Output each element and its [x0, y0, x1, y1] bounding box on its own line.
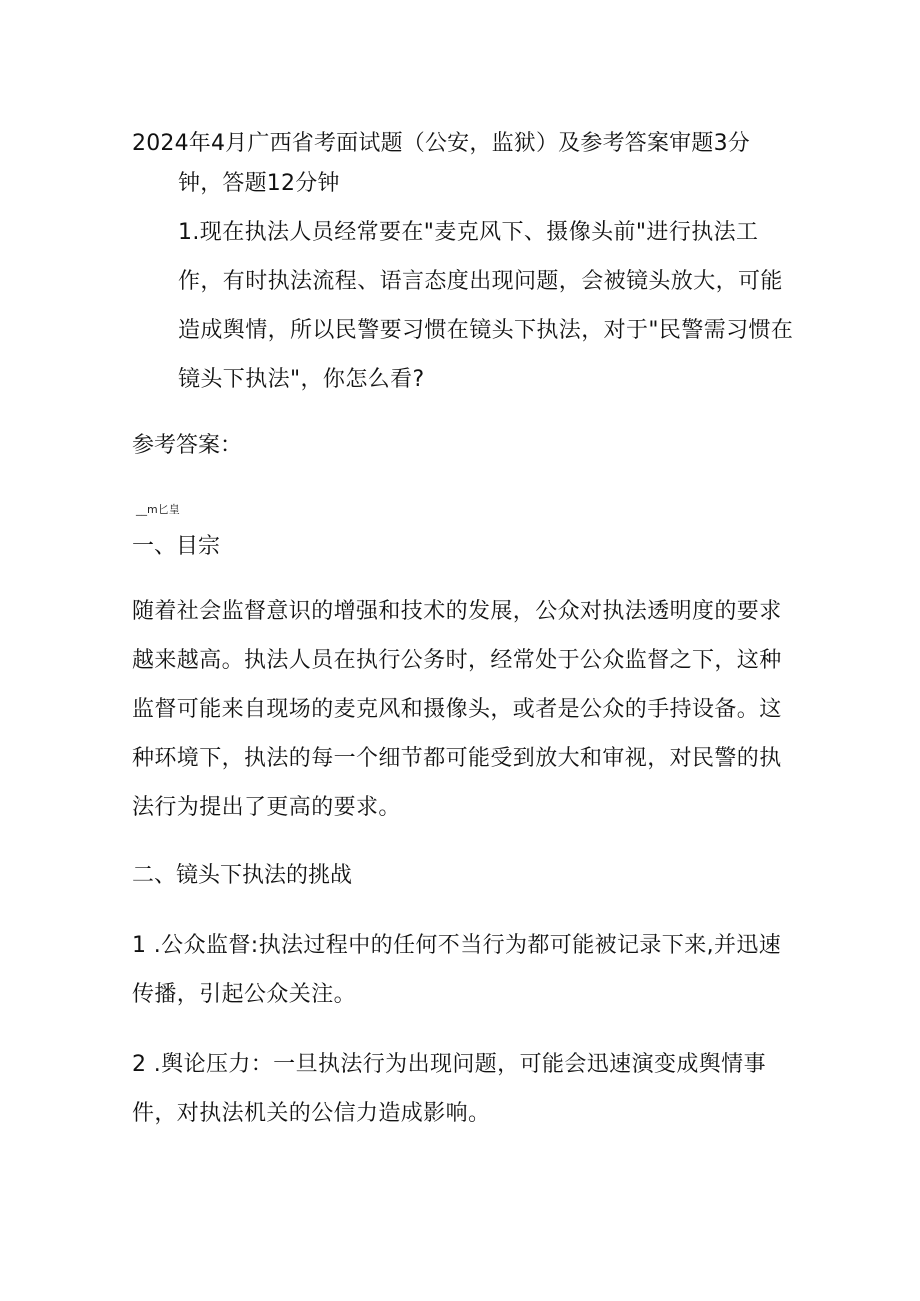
small-mark: __m匕皇	[136, 503, 180, 516]
challenge-item-2: 2 .舆论压力：一旦执法行为出现问题，可能会迅速演变成舆情事件，对执法机关的公信力造成影响。	[132, 1052, 766, 1126]
document-title	[132, 124, 792, 204]
section-1-paragraph: 随着社会监督意识的增强和技术的发展，公众对执法透明度的要求越来越高。执法人员在执行公务时，经常处于公众监督之下，这种监督可能来自现场的麦克风和摄像头，或者是公众的手持设备。这种环境下，执法的每一个细节都可能受到放大和审视，对民警的执法行为提出了更高的要求。	[132, 599, 782, 820]
challenge-item-1: 1 .公众监督:执法过程中的任何不当行为都可能被记录下来,并迅速传播，引起公众关注。	[132, 933, 782, 1007]
title-line-2: 钟，答题12分钟	[178, 171, 340, 196]
section-heading-1: 一、目宗	[132, 534, 221, 559]
title-line-1: 2024年4月广西省考面试题（公安，监狱）及参考答案审题3分	[132, 131, 750, 156]
answer-label: 参考答案：	[132, 433, 243, 458]
section-heading-2: 二、镜头下执法的挑战	[132, 863, 353, 888]
question-text: 1.现在执法人员经常要在"麦克风下、摄像头前"进行执法工作，有时执法流程、语言态度出现问题，会被镜头放大，可能造成舆情，所以民警要习惯在镜头下执法，对于"民警需习惯在镜头下执法"，你怎么看?	[178, 220, 794, 392]
